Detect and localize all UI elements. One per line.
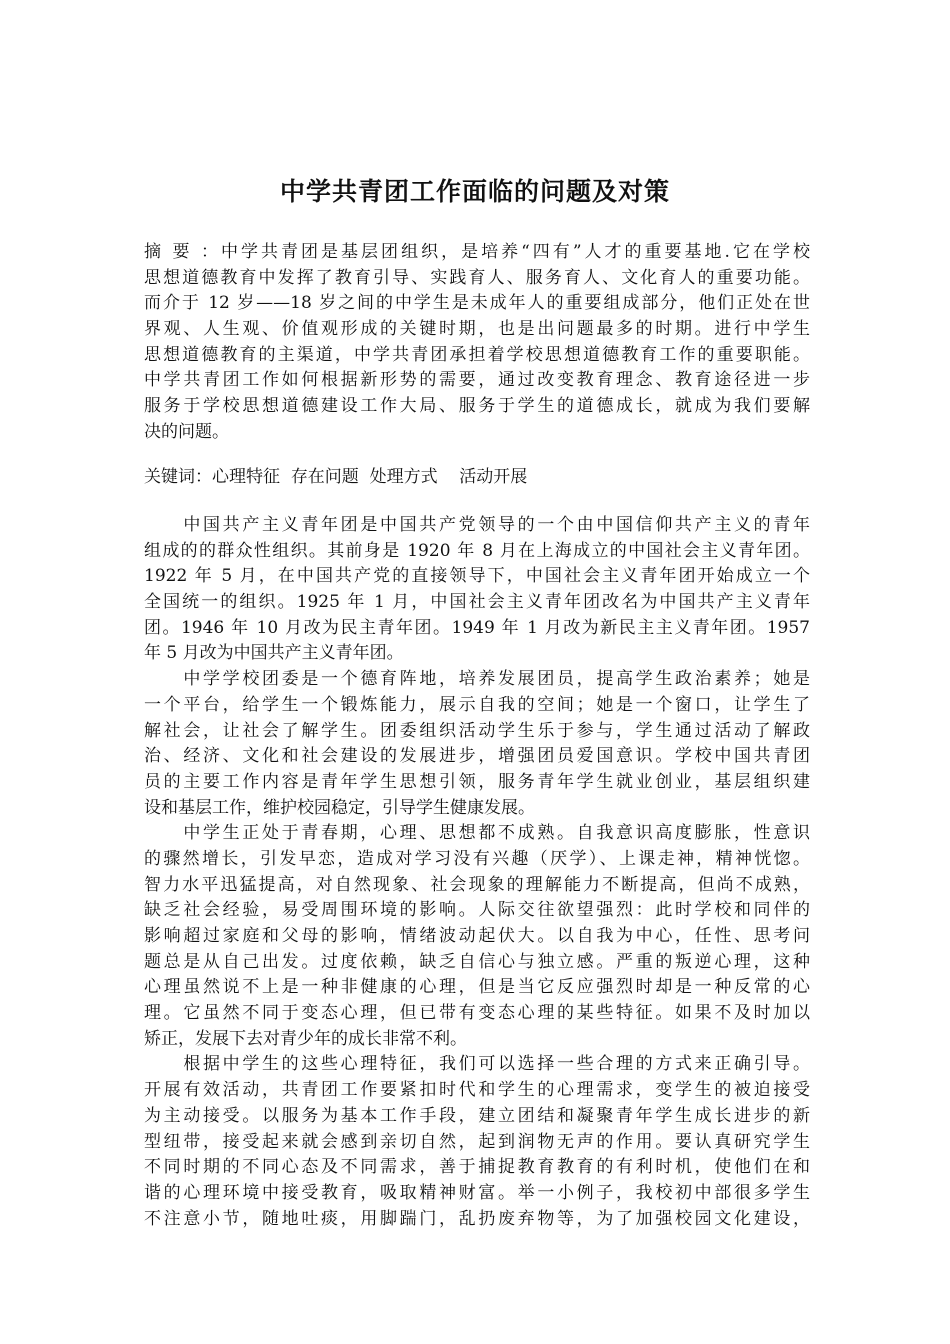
document-title: 中学共青团工作面临的问题及对策 [279, 177, 670, 206]
keyword-item: 活动开展 [459, 467, 528, 487]
abstract-line: 思想道德教育中发挥了教育引导、实践育人、服务育人、文化育人的重要功能。 [144, 267, 810, 288]
body-line: 缺乏社会经验，易受周围环境的影响。人际交往欲望强烈：此时学校和同伴的 [144, 900, 810, 921]
abstract-line: 决的问题。 [144, 421, 229, 442]
body-line: 设和基层工作，维护校园稳定，引导学生健康发展。 [144, 797, 535, 818]
body-line: 不注意小节，随地吐痰，用脚踹门，乱扔废弃物等，为了加强校园文化建设， [144, 1208, 810, 1229]
body-line: 中学生正处于青春期，心理、思想都不成熟。自我意识高度膨胀，性意识 [144, 823, 810, 844]
keywords [144, 465, 810, 490]
body-line: 根据中学生的这些心理特征，我们可以选择一些合理的方式来正确引导。 [144, 1054, 810, 1075]
abstract-label: 摘要： [144, 242, 218, 262]
keyword-item: 处理方式 [369, 467, 438, 487]
body-line: 组成的的群众性组织。其前身是 1920 年 8 月在上海成立的中国社会主义青年团。 [144, 540, 810, 561]
body-line: 谐的心理环境中接受教育，吸取精神财富。举一小例子，我校初中部很多学生 [144, 1182, 810, 1203]
body-line: 中国共产主义青年团是中国共产党领导的一个由中国信仰共产主义的青年 [144, 515, 810, 535]
body-line: 影响超过家庭和父母的影响，情绪波动起伏大。以自我为中心，任性、思考问 [144, 926, 810, 946]
body-line: 的骤然增长，引发早恋，造成对学习没有兴趣（厌学）、上课走神，精神恍惚。 [144, 848, 810, 869]
body-line: 开展有效活动，共青团工作要紧扣时代和学生的心理需求，变学生的被迫接受 [144, 1080, 810, 1101]
body-line: 一个平台，给学生一个锻炼能力，展示自我的空间；她是一个窗口，让学生了 [144, 694, 810, 715]
keyword-item: 存在问题 [290, 467, 359, 487]
body-line: 矫正，发展下去对青少年的成长非常不利。 [144, 1028, 467, 1049]
abstract-line: 服务于学校思想道德建设工作大局、服务于学生的道德成长，就成为我们要解 [144, 396, 810, 417]
body-line: 为主动接受。以服务为基本工作手段，建立团结和凝聚青年学生成长进步的新 [144, 1105, 810, 1126]
body-line: 解社会，让社会了解学生。团委组织活动学生乐于参与，学生通过活动了解政 [144, 720, 810, 741]
body-line: 型纽带，接受起来就会感到亲切自然，起到润物无声的作用。要认真研究学生 [144, 1131, 810, 1152]
body-line: 理。它虽然不同于变态心理，但已带有变态心理的某些特征。如果不及时加以 [144, 1003, 810, 1024]
body-line: 心理虽然说不上是一种非健康的心理，但是当它反应强烈时却是一种反常的心 [144, 977, 810, 998]
body-line: 员的主要工作内容是青年学生思想引领，服务青年学生就业创业，基层组织建 [144, 771, 810, 792]
body-line: 智力水平迅猛提高，对自然现象、社会现象的理解能力不断提高，但尚不成熟， [144, 874, 810, 895]
keyword-item: 心理特征 [212, 467, 280, 487]
body-line: 团。1946 年 10 月改为民主青年团。1949 年 1 月改为新民主主义青年团。1957 [144, 617, 810, 638]
abstract-line [144, 240, 810, 266]
body-line: 题总是从自己出发。过度依赖，缺乏自信心与独立感。严重的叛逆心理，这种 [144, 951, 810, 972]
abstract-line: 界观、人生观、价值观形成的关键时期，也是出问题最多的时期。进行中学生 [144, 319, 810, 340]
body-text [144, 513, 810, 1232]
body-line: 不同时期的不同心态及不同需求，善于捕捉教育教育的有利时机，使他们在和 [144, 1157, 810, 1178]
body-line: 全国统一的组织。1925 年 1 月，中国社会主义青年团改名为中国共产主义青年 [144, 592, 810, 613]
abstract-line: 思想道德教育的主渠道，中学共青团承担着学校思想道德教育工作的重要职能。 [144, 344, 810, 365]
body-line: 年 5 月改为中国共产主义青年团。 [144, 643, 404, 664]
abstract-line: 中学共青团工作如何根据新形势的需要，通过改变教育理念、教育途径进一步 [144, 370, 810, 391]
abstract-text: 中学共青团是基层团组织，是培养“四有”人才的重要基地.它在学校 [218, 242, 810, 262]
keywords-label: 关键词： [144, 467, 212, 487]
body-line: 1922 年 5 月，在中国共产党的直接领导下，中国社会主义青年团开始成立一个 [144, 566, 810, 587]
abstract [144, 240, 810, 446]
body-line: 治、经济、文化和社会建设的发展进步，增强团员爱国意识。学校中国共青团 [144, 746, 810, 767]
body-line: 中学学校团委是一个德育阵地，培养发展团员，提高学生政治素养；她是 [144, 669, 810, 690]
abstract-line: 而介于 12 岁——18 岁之间的中学生是未成年人的重要组成部分，他们正处在世 [144, 293, 810, 314]
